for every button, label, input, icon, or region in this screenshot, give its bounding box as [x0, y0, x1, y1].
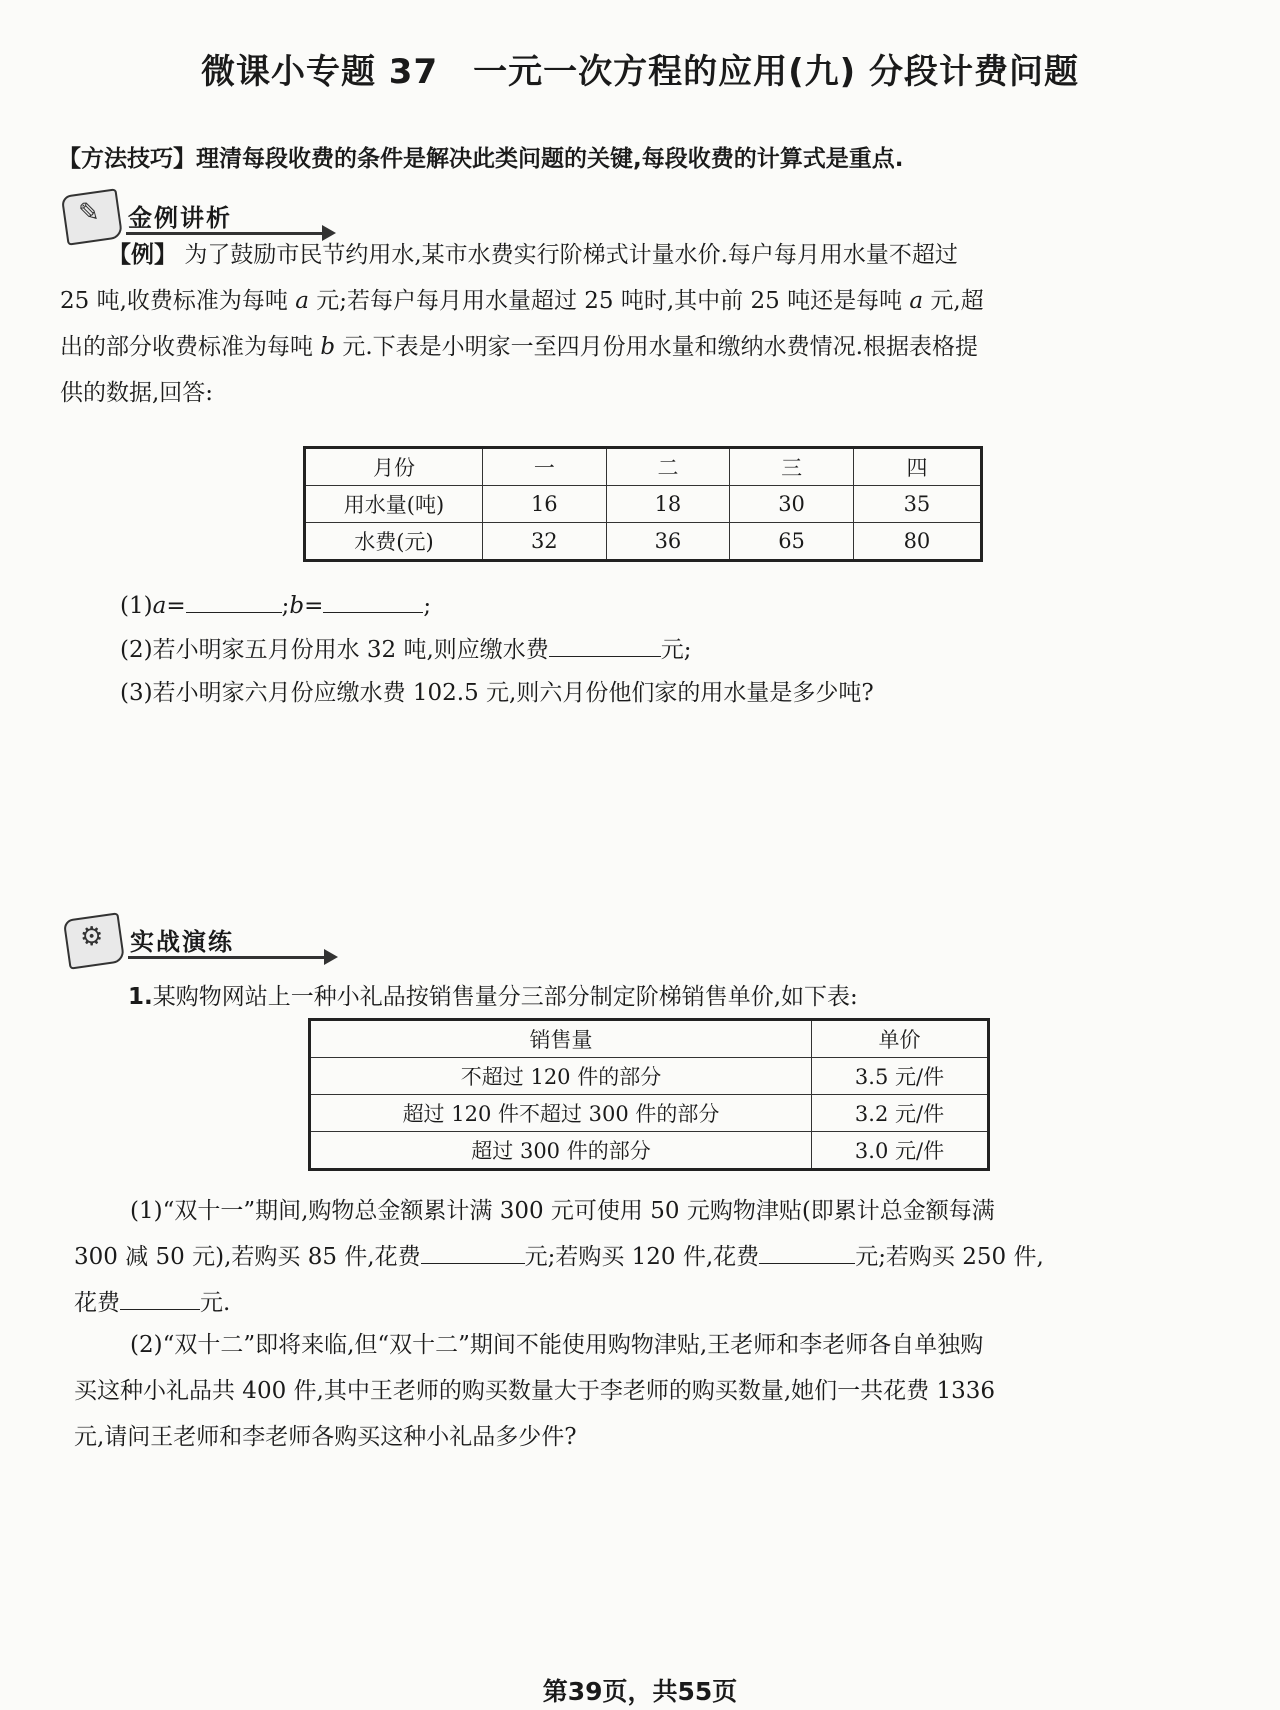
- method-tip: [58, 140, 903, 173]
- question-3: (3)若小明家六月份应缴水费 102.5 元,则六月份他们家的用水量是多少吨?: [120, 680, 874, 706]
- gear-icon: ⚙: [80, 922, 104, 952]
- example-line-4: 供的数据,回答:: [60, 380, 214, 406]
- method-text: 理清每段收费的条件是解决此类问题的关键,每段收费的计算式是重点.: [196, 146, 904, 172]
- table-row: 超过 120 件不超过 300 件的部分 3.2 元/件: [310, 1095, 989, 1132]
- table-row: 超过 300 件的部分 3.0 元/件: [310, 1132, 989, 1170]
- answer-blank-250[interactable]: [120, 1283, 200, 1310]
- answer-blank-fee[interactable]: [549, 630, 661, 657]
- section-header-practice: [58, 912, 318, 968]
- section-rule: [128, 956, 328, 959]
- answer-blank-85[interactable]: [421, 1237, 525, 1264]
- table-row: 月份 一 二 三 四: [305, 448, 982, 486]
- answer-blank-a[interactable]: [186, 586, 282, 613]
- table-row: 不超过 120 件的部分 3.5 元/件: [310, 1058, 989, 1095]
- problem-1-part-1: (1)“双十一”期间,购物总金额累计满 300 元可使用 50 元购物津贴(即累计总金额每满 300 减 50 元),若购买 85 件,花费 元;若购买 120 件,花费 元;若购买 250 件, 花费 元.: [74, 1198, 1044, 1316]
- book-icon: ✎: [78, 198, 100, 228]
- method-tag: 【方法技巧】: [58, 146, 196, 172]
- section-label: 金例讲析: [128, 204, 232, 232]
- page-footer: 第39页，共55页: [542, 1677, 738, 1706]
- example-line-3: 出的部分收费标准为每吨 b 元.下表是小明家一至四月份用水量和缴纳水费情况.根据表格提: [60, 334, 978, 360]
- question-2: (2)若小明家五月份用水 32 吨,则应缴水费 元;: [120, 630, 692, 664]
- example-line-1: 【例】 为了鼓励市民节约用水,某市水费实行阶梯式计量水价.每户每月用水量不超过: [108, 242, 958, 268]
- problem-1-part-2: (2)“双十二”即将来临,但“双十二”期间不能使用购物津贴,王老师和李老师各自单独购 买这种小礼品共 400 件,其中王老师的购买数量大于李老师的购买数量,她们一共花费 1336 元,请问王老师和李老师各购买这种小礼品多少件?: [74, 1332, 995, 1450]
- problem-1-intro: 1.某购物网站上一种小礼品按销售量分三部分制定阶梯销售单价,如下表:: [128, 984, 858, 1010]
- water-fee-table: [303, 446, 983, 562]
- arrow-right-icon: [324, 949, 338, 965]
- example-tag: 【例】: [108, 242, 177, 268]
- table-row: 用水量(吨) 16 18 30 35: [305, 486, 982, 523]
- section-label: 实战演练: [130, 928, 234, 956]
- table-row: 水费(元) 32 36 65 80: [305, 523, 982, 561]
- pricing-table: [308, 1018, 990, 1171]
- answer-blank-b[interactable]: [323, 586, 423, 613]
- question-1: (1)a= ;b= ;: [120, 586, 431, 619]
- answer-blank-120[interactable]: [759, 1237, 855, 1264]
- example-line-2: 25 吨,收费标准为每吨 a 元;若每户每月用水量超过 25 吨时,其中前 25 吨还是每吨 a 元,超: [60, 288, 984, 314]
- page-title: 微课小专题 37 一元一次方程的应用(九) 分段计费问题: [200, 52, 1080, 92]
- example-paragraph: [60, 232, 1230, 416]
- table-row: 销售量 单价: [310, 1020, 989, 1058]
